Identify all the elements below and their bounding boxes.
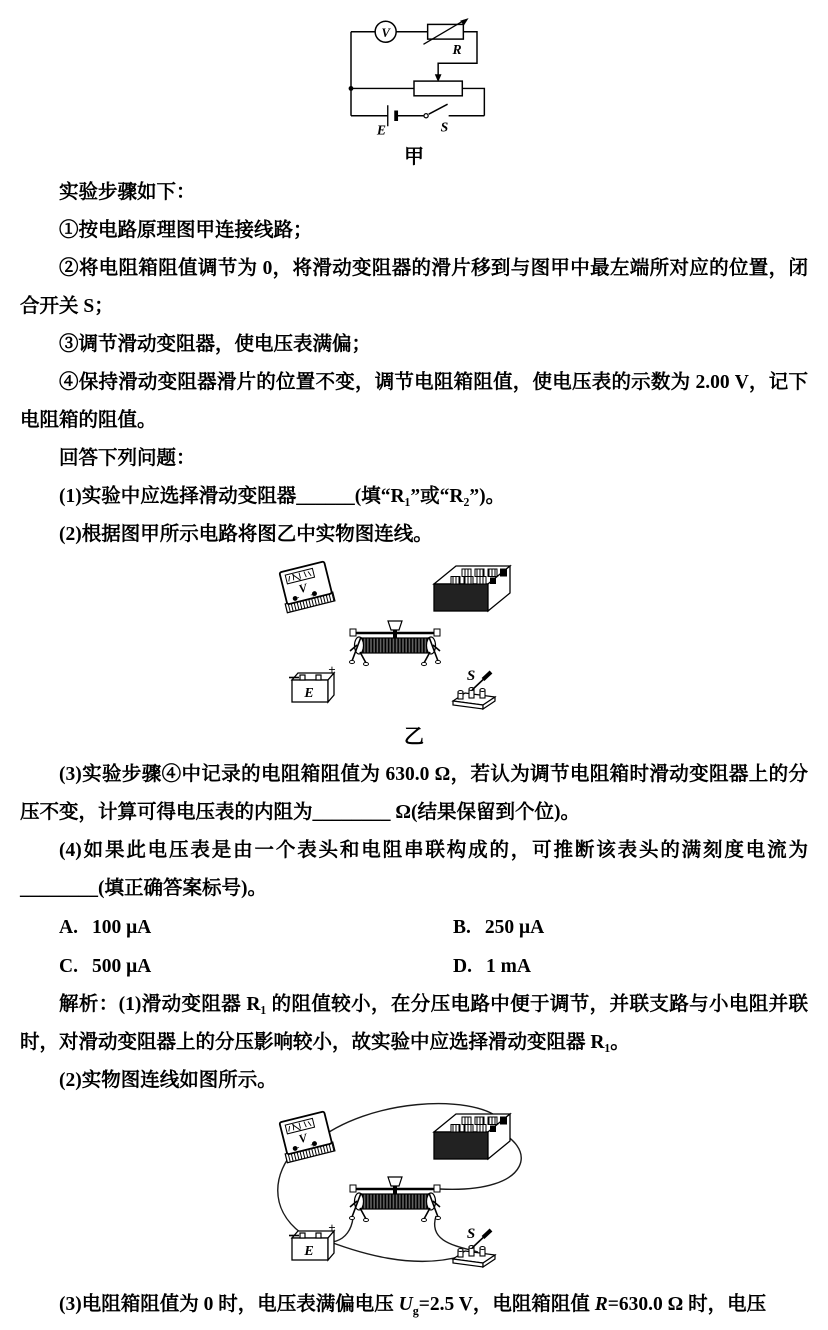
option-row-2 — [20, 947, 808, 986]
switch-label: S — [440, 119, 449, 135]
option-d — [414, 947, 808, 986]
junction-dot — [349, 86, 354, 91]
question-3: (3)实验步骤④中记录的电阻箱阻值为 630.0 Ω，若认为调节电阻箱时滑动变阻器上的分压不变，计算可得电压表的内阻为________ Ω(结果保留到个位)。 — [20, 764, 808, 823]
voltmeter-device — [277, 1111, 334, 1163]
option-d-value: 1 mA — [485, 956, 531, 977]
voltmeter-device — [277, 561, 334, 613]
battery-device — [289, 1220, 336, 1260]
option-c-key: C. — [59, 956, 78, 977]
question-2: (2)根据图甲所示电路将图乙中实物图连线。 — [59, 524, 433, 545]
option-b-key: B. — [453, 917, 471, 938]
figure-answer-wiring — [20, 1102, 808, 1286]
circuit-schematic-jia — [335, 16, 493, 142]
step-1: ①按电路原理图甲连接线路； — [59, 220, 313, 241]
resistance-box-device — [434, 566, 510, 611]
switch-label: S — [466, 668, 476, 684]
option-d-key: D. — [453, 956, 472, 977]
choice-options — [20, 908, 808, 986]
solution-p3-end: =630.0 Ω 时，电压 — [607, 1294, 767, 1315]
steps-intro: 实验步骤如下： — [59, 182, 196, 203]
solution-paragraph-2: (2)实物图连线如图所示。 — [59, 1070, 277, 1091]
switch-label: S — [466, 1226, 476, 1242]
switch-pivot — [424, 114, 428, 118]
figure-yi-apparatus — [20, 558, 808, 752]
rheostat-symbol — [414, 81, 462, 96]
option-c-value: 500 μA — [91, 956, 152, 977]
solution-paragraph-1 — [20, 986, 808, 1062]
solution-p3-mid: =2.5 V，电阻箱阻值 — [418, 1294, 595, 1315]
resistance-box-device — [434, 1114, 510, 1159]
question-4: (4)如果此电压表是由一个表头和电阻串联构成的，可推断该表头的满刻度电流为________(填正确答案标号)。 — [20, 840, 808, 899]
figure-jia-caption: 甲 — [404, 146, 424, 168]
resistor-label: R — [452, 41, 462, 57]
wire-switch-to-battery-plus — [320, 1238, 462, 1261]
battery-label: E — [376, 122, 387, 138]
switch-lever — [429, 104, 448, 114]
solution-p1-text: (1)滑动变阻器 R₁ 的阻值较小，在分压电路中便于调节，并联支路与小电阻并联时，对滑动变阻器上的分压影响较小，故实验中应选择滑动变阻器 R₁。 — [20, 994, 808, 1053]
rheostat-device — [350, 621, 441, 666]
question-1: (1)实验中应选择滑动变阻器______(填“R₁”或“R₂”)。 — [59, 486, 506, 507]
variable-U: U — [398, 1294, 413, 1315]
option-a-key: A. — [59, 917, 78, 938]
step-4: ④保持滑动变阻器滑片的位置不变，调节电阻箱阻值，使电压表的示数为 2.00 V，记下电阻箱的阻值。 — [20, 372, 808, 431]
option-b-value: 250 μA — [484, 917, 545, 938]
variable-U-subscript: g — [412, 1303, 419, 1318]
figure-yi-caption: 乙 — [404, 726, 424, 748]
rheostat-device — [350, 1177, 441, 1222]
option-a-value: 100 μA — [91, 917, 152, 938]
figure-jia-circuit — [20, 16, 808, 172]
voltmeter-label: V — [381, 26, 390, 40]
apparatus-diagram-answer — [264, 1102, 564, 1286]
step-3: ③调节滑动变阻器，使电压表满偏； — [59, 334, 372, 355]
solution-p3-pre: (3)电阻箱阻值为 0 时，电压表满偏电压 — [59, 1294, 399, 1315]
step-2: ②将电阻箱阻值调节为 0，将滑动变阻器的滑片移到与图甲中最左端所对应的位置，闭合开关 S； — [20, 258, 808, 317]
option-b — [414, 908, 808, 947]
answer-prompt: 回答下列问题： — [59, 448, 196, 469]
solution-paragraph-3 — [20, 1286, 808, 1330]
battery-device — [289, 662, 336, 702]
solution-heading: 解析： — [59, 994, 119, 1015]
option-c — [20, 947, 414, 986]
variable-R: R — [594, 1294, 608, 1315]
apparatus-diagram-yi — [264, 558, 564, 722]
option-a — [20, 908, 414, 947]
option-row-1 — [20, 908, 808, 947]
